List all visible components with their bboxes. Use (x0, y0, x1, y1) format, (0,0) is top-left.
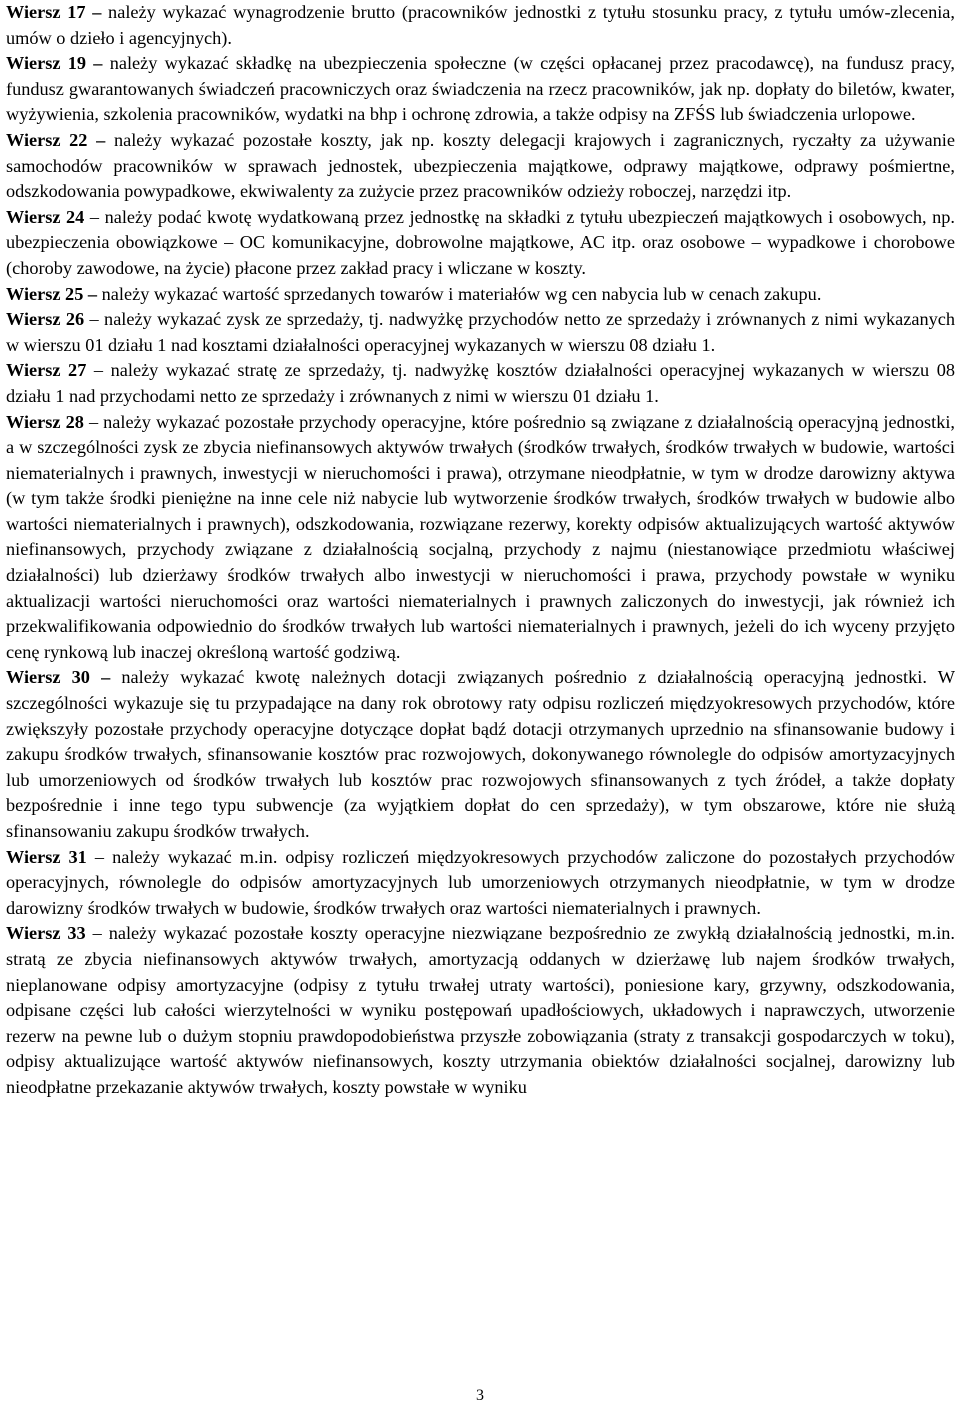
row-label: Wiersz 33 (6, 923, 86, 944)
row-description: – należy wykazać pozostałe koszty operacyjne niezwiązane bezpośrednio ze zwykłą działalnością jednostki, m.in. stratą ze zbycia niefinansowych aktywów trwałych, amortyzacją oddanych w dzierżawę lub najem środków trwałych, nieplanowane odpisy amortyzacyjne (odpisy z tytułu trwałej utraty wartości), poniesione kary, grzywny, odszkodowania, odpisane części lub całości wierzytelności w wyniku postępowań upadłościowych, układowych i naprawczych, utworzenie rezerw na pewne lub o dużym stopniu prawdopodobieństwa przyszłe zobowiązania (straty z transakcji gospodarczych w toku), odpisy aktualizujące wartość aktywów niefinansowych, koszty utrzymania obiektów działalności socjalnej, darowizny lub nieodpłatne przekazanie aktywów trwałych, koszty powstałe w wyniku (6, 923, 955, 1097)
paragraph-wiersz-33 (6, 921, 955, 1100)
row-description: – należy wykazać stratę ze sprzedaży, tj. nadwyżkę kosztów działalności operacyjnej wykazanych w wierszu 08 działu 1 nad przychodami netto ze sprzedaży i zrównanych z nimi w wierszu 01 działu 1. (6, 360, 955, 406)
paragraph-wiersz-30 (6, 665, 955, 844)
row-label: Wiersz 24 (6, 206, 85, 227)
paragraph-wiersz-22 (6, 128, 955, 205)
row-description: należy wykazać pozostałe koszty, jak np. koszty delegacji krajowych i zagranicznych, ryczałty za używanie samochodów pracowników w sprawach jednostek, ubezpieczenia majątkowe, odprawy majątkowe, odprawy pośmiertne, odszkodowania powypadkowe, ekwiwalenty za zużycie przez pracowników odzieży roboczej, narzędzi itp. (6, 129, 955, 202)
paragraph-wiersz-28 (6, 410, 955, 666)
paragraph-wiersz-24 (6, 205, 955, 282)
document-body (6, 0, 955, 1101)
row-label: Wiersz 19 – (6, 53, 103, 74)
row-description: – należy wykazać zysk ze sprzedaży, tj. nadwyżkę przychodów netto ze sprzedaży i zrównanych z nimi wykazanych w wierszu 01 działu 1 nad kosztami działalności operacyjnej wykazanych w wierszu 08 działu 1. (6, 309, 955, 355)
row-description: należy wykazać wynagrodzenie brutto (pracowników jednostki z tytułu stosunku pracy, z tytułu umów-zlecenia, umów o dzieło i agencyjnych). (6, 2, 955, 48)
paragraph-wiersz-25 (6, 282, 955, 308)
row-label: Wiersz 31 (6, 846, 87, 867)
paragraph-wiersz-26 (6, 307, 955, 358)
paragraph-wiersz-17 (6, 0, 955, 51)
row-label: Wiersz 27 (6, 360, 87, 381)
paragraph-wiersz-31 (6, 845, 955, 922)
row-description: należy wykazać składkę na ubezpieczenia społeczne (w części opłacanej przez pracodawcę), na fundusz pracy, fundusz gwarantowanych świadczeń pracowniczych oraz świadczenia na rzecz pracowników, jak np. dopłaty do biletów, kwater, wyżywienia, szkolenia pracowników, wydatki na bhp i ochronę zdrowia, a także odpisy na ZFŚS lub świadczenia urlopowe. (6, 53, 955, 125)
row-description: należy wykazać wartość sprzedanych towarów i materiałów wg cen nabycia lub w cenach zakupu. (97, 283, 822, 304)
row-label: Wiersz 22 – (6, 129, 106, 150)
row-description: – należy podać kwotę wydatkowaną przez jednostkę na składki z tytułu ubezpieczeń majątkowych i osobowych, np. ubezpieczenia obowiązkowe – OC komunikacyjne, dobrowolne majątkowe, AC itp. oraz osobowe – wypadkowe i chorobowe (choroby zawodowe, na życie) płacone przez zakład pracy i wliczane w koszty. (6, 206, 955, 278)
row-description: – należy wykazać m.in. odpisy rozliczeń międzyokresowych przychodów zaliczone do pozostałych przychodów operacyjnych, równolegle do odpisów amortyzacyjnych lub umorzeniowych otrzymanych nieodpłatnie, w tym w drodze darowizny środków trwałych w budowie, środków trwałych oraz wartości niematerialnych i prawnych. (6, 846, 955, 918)
row-label: Wiersz 28 (6, 411, 84, 432)
page-number: 3 (476, 1387, 484, 1404)
row-description: należy wykazać kwotę należnych dotacji związanych pośrednio z działalnością operacyjną jednostki. W szczególności wykazuje się tu przypadające na dany rok obrotowy raty odpisu rozliczeń międzyokresowych przychodów, które zwiększyły pozostałe przychody operacyjne dotyczące dopłat bądź dotacji otrzymanych uprzednio na sfinansowanie budowy i zakupu środków trwałych, sfinansowanie kosztów prac rozwojowych, dokonywanego równolegle do odpisów amortyzacyjnych lub umorzeniowych od środków trwałych lub kosztów prac rozwojowych sfinansowanych z tych źródeł, a także dopłaty bezpośrednie i inne tego typu subwencje (za wyjątkiem dopłat do cen sprzedaży), w tym obszarowe, które nie służą sfinansowaniu zakupu środków trwałych. (6, 667, 955, 841)
row-label: Wiersz 25 – (6, 283, 98, 304)
row-description: – należy wykazać pozostałe przychody operacyjne, które pośrednio są związane z działalnością operacyjną jednostki, a w szczególności zysk ze zbycia niefinansowych aktywów trwałych (środków trwałych, środków trwałych w budowie, wartości niematerialnych i prawnych, inwestycji w nieruchomości i prawa), otrzymane nieodpłatnie, w tym w drodze darowizny aktywa (w tym także środki pieniężne na inne cele niż nabycie lub wytworzenie środków trwałych, środków trwałych w budowie albo wartości niematerialnych i prawnych), odszkodowania, rozwiązane rezerwy, korekty odpisów aktualizujących wartość aktywów niefinansowych, przychody związane z działalnością socjalną, przychody z najmu (niestanowiące przedmiotu właściwej działalności) lub dzierżawy środków trwałych albo inwestycji w nieruchomości i prawa, przychody powstałe w wyniku aktualizacji wartości nieruchomości oraz wartości niematerialnych i prawnych zaliczonych do inwestycji, jak również ich przekwalifikowania odpowiednio do środków trwałych lub wartości niematerialnych i prawnych, jeżeli do ich wyceny przyjęto cenę rynkową lub inaczej określoną wartość godziwą. (6, 411, 955, 662)
row-label: Wiersz 17 – (6, 2, 102, 22)
paragraph-wiersz-27 (6, 358, 955, 409)
row-label: Wiersz 26 (6, 309, 85, 330)
row-label: Wiersz 30 – (6, 667, 111, 688)
paragraph-wiersz-19 (6, 51, 955, 128)
